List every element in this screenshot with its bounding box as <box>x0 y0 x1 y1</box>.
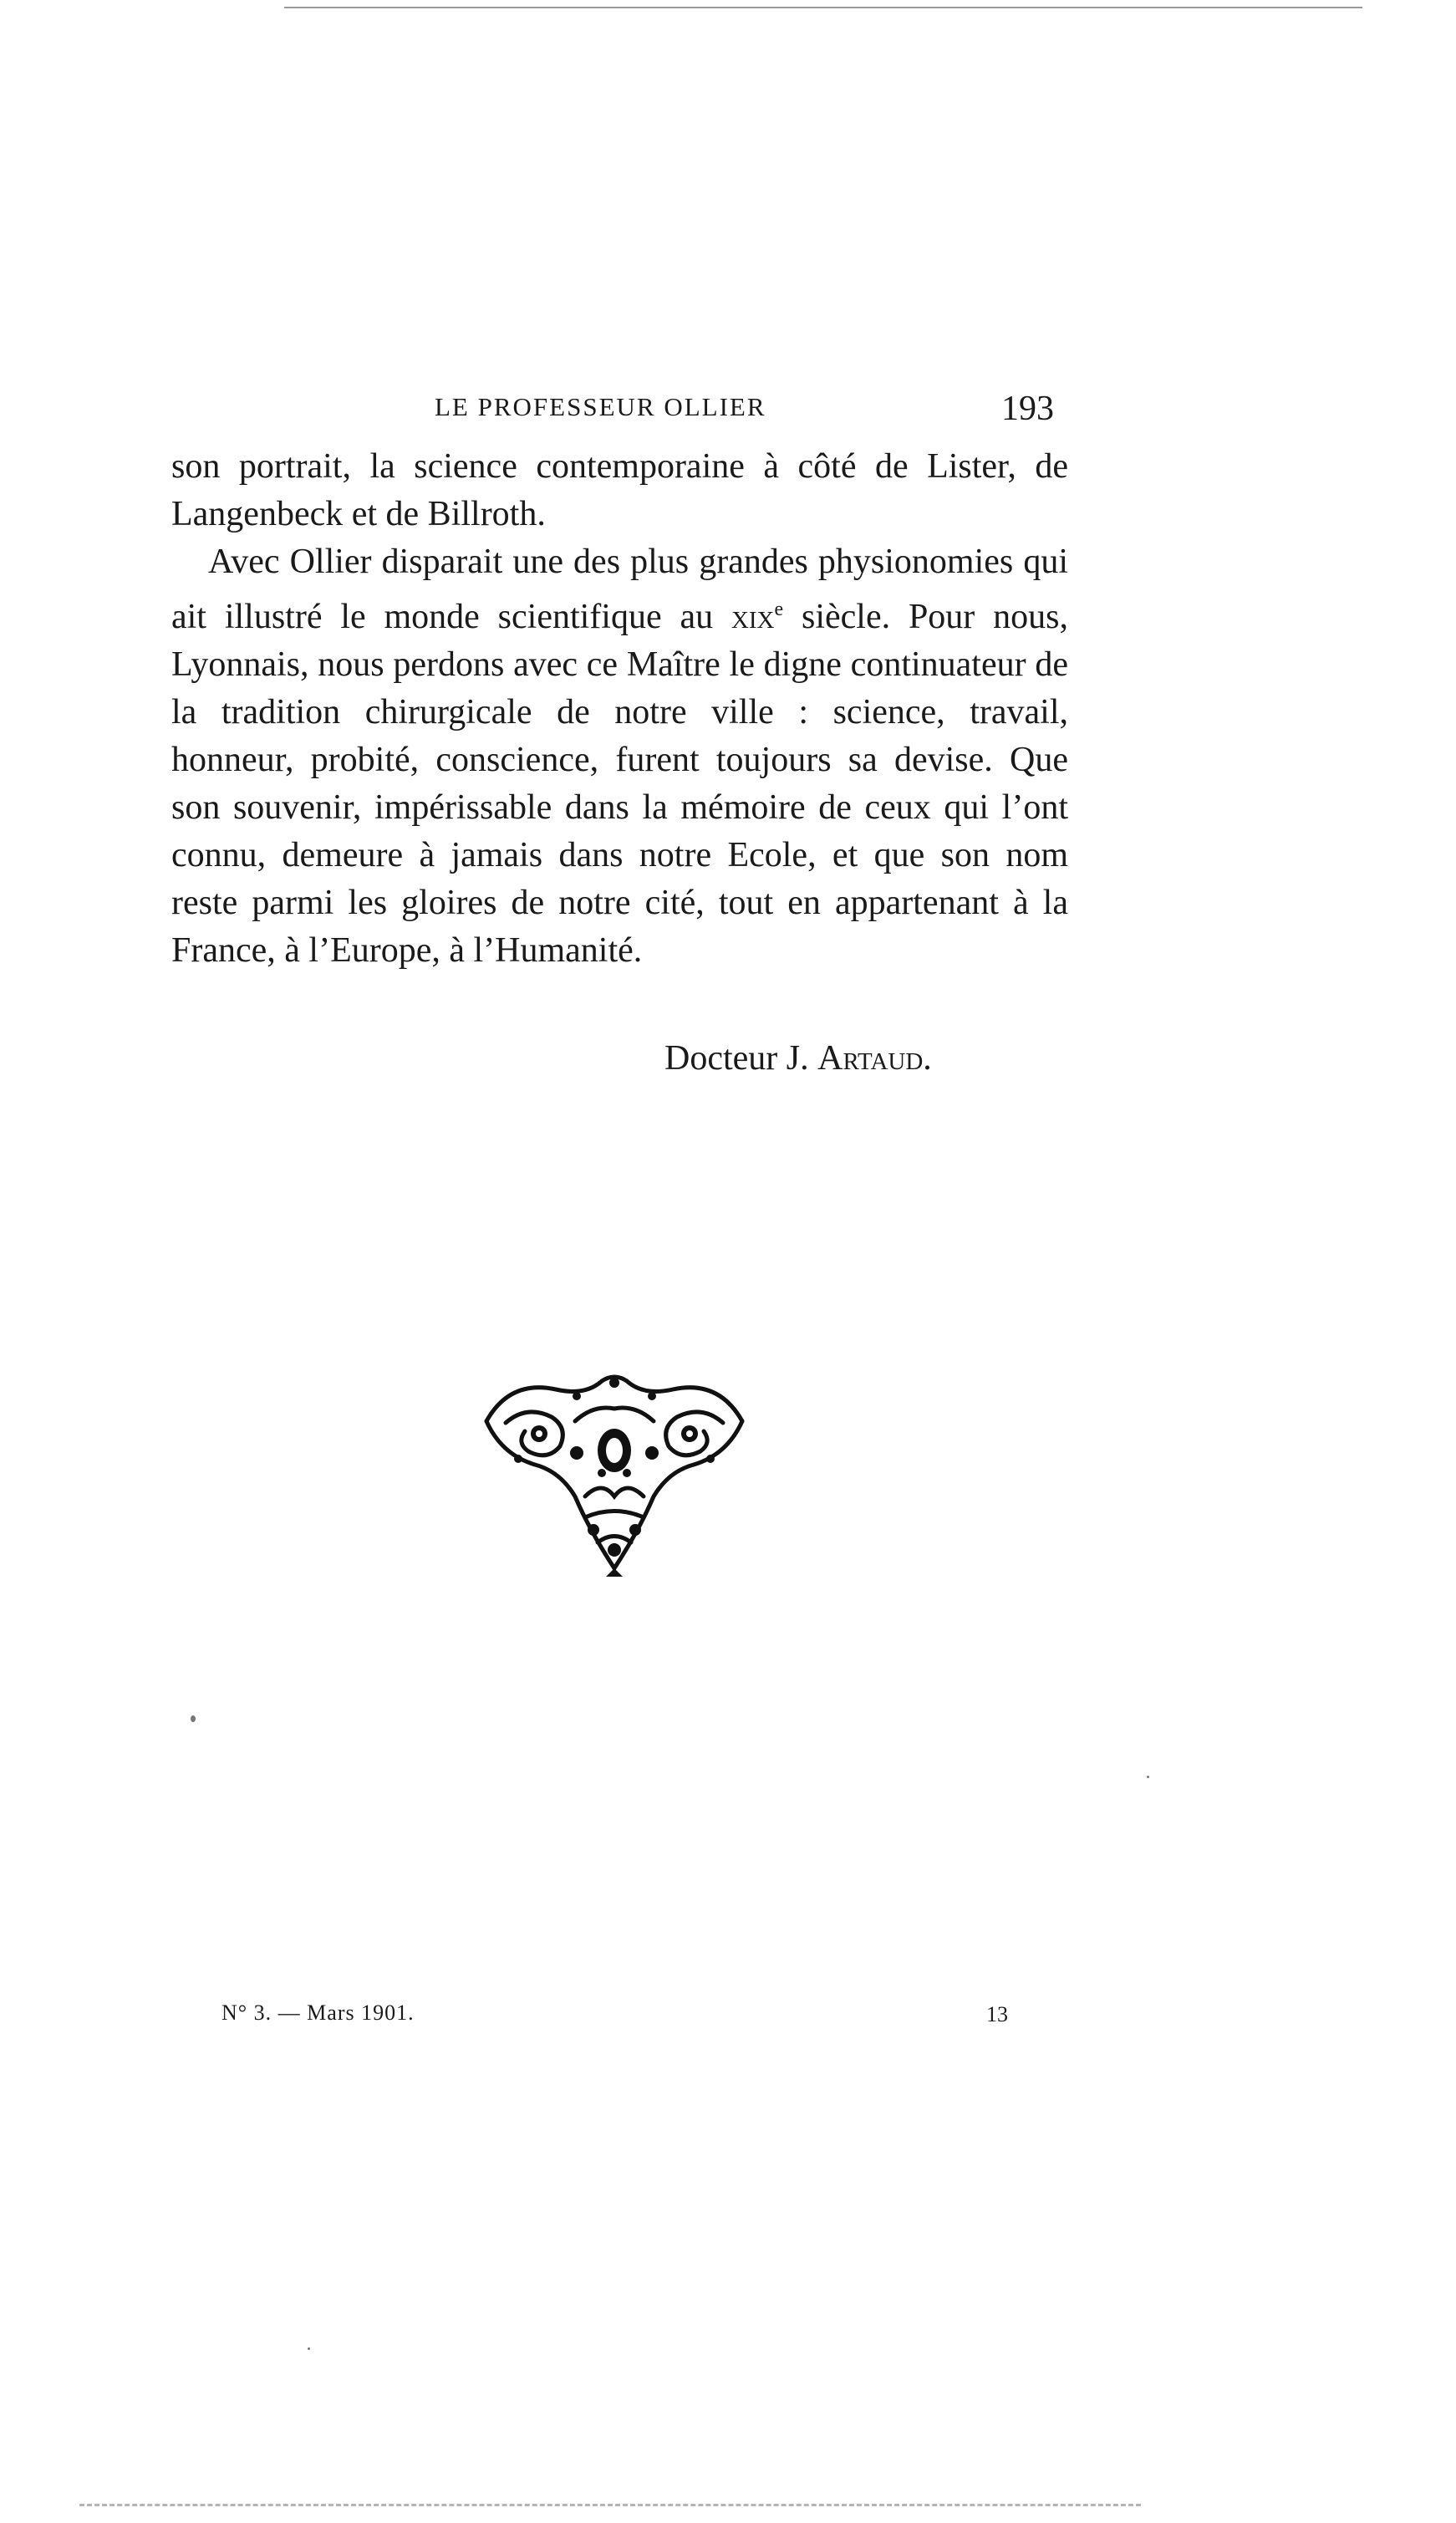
century-suffix: e <box>774 599 784 620</box>
paragraph-tribute <box>171 538 1068 975</box>
tailpiece-ornament-graphic <box>476 1371 752 1580</box>
ink-speck <box>308 2347 310 2350</box>
page-number: 193 <box>1001 390 1054 428</box>
ink-speck <box>191 1715 196 1722</box>
running-head <box>0 386 1456 428</box>
signature-suffix: . <box>923 1039 932 1078</box>
bottom-edge-marks <box>79 2504 1141 2510</box>
floral-tailpiece-icon <box>476 1371 752 1580</box>
footer-issue-line: N° 3. — Mars 1901. <box>221 2001 415 2025</box>
century-numeral: xix <box>731 598 775 636</box>
paragraph-tribute-end: siècle. Pour nous, Lyonnais, nous perdons avec ce Maître le digne continuateur de la tradition chirurgicale de notre ville : science, travail, honneur, probité, conscience, furent toujours sa devise. Que son souvenir, impérissable dans la mémoire de ceux qui l’ont connu, demeure à jamais dans notre Ecole, et que son nom reste parmi les gloires de notre cité, tout en appartenant à la France, à l’Europe, à l’Humanité. <box>171 598 1068 970</box>
top-edge-rule <box>284 7 1362 8</box>
signature-prefix: Docteur J. <box>664 1039 818 1078</box>
author-signature <box>664 1033 932 1083</box>
paragraph-continuation: son portrait, la science contemporaine à côté de Lister, de Langenbeck et de Billroth. <box>171 447 1068 533</box>
running-title: LE PROFESSEUR OLLIER <box>435 392 766 421</box>
paragraph-tribute-start: Avec Ollier disparait une des plus grandes physionomies qui ait illustré le monde scientifique au <box>171 543 1068 636</box>
footer-signature-mark: 13 <box>986 2002 1008 2026</box>
article-body <box>171 443 1068 975</box>
ink-speck <box>1147 1776 1149 1778</box>
signature-name: Artaud <box>817 1039 924 1078</box>
